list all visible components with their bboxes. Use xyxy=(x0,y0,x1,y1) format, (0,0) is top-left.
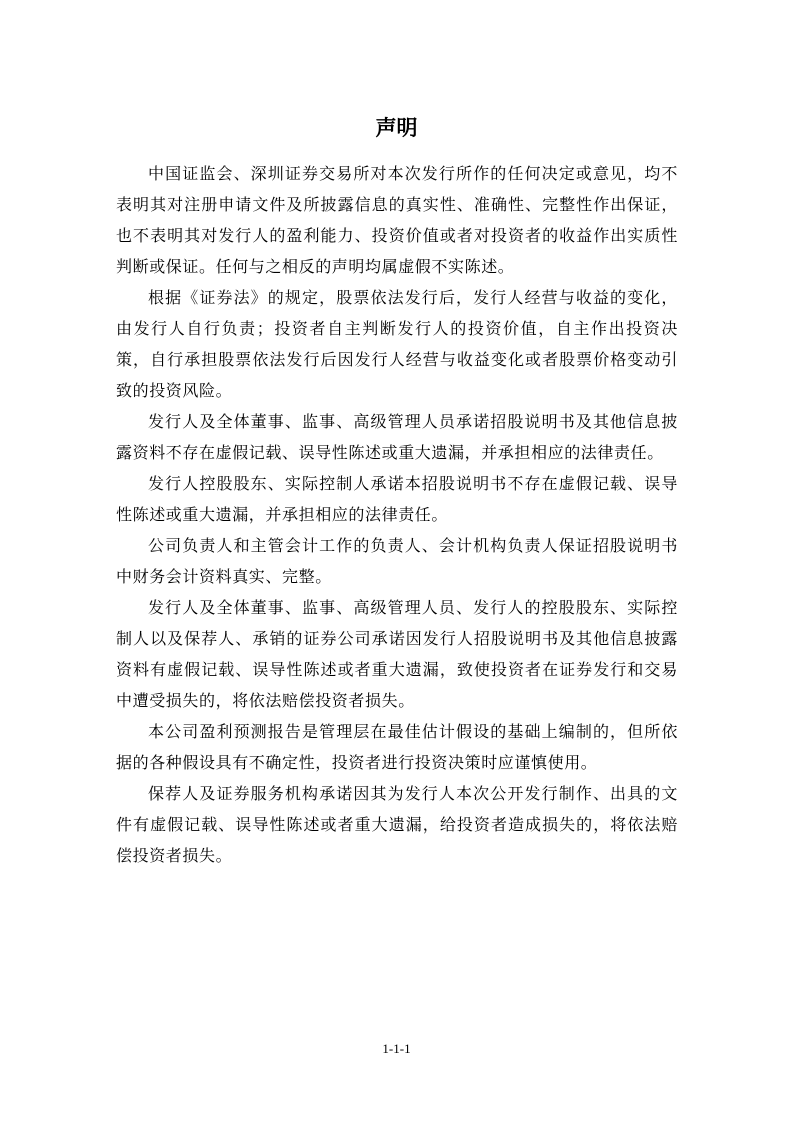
paragraph-regulator-disclaimer: 中国证监会、深圳证券交易所对本次发行所作的任何决定或意见，均不表明其对注册申请文件及所披露信息的真实性、准确性、完整性作出保证，也不表明其对发行人的盈利能力、投资价值或者对投资者的收益作出实质性判断或保证。任何与之相反的声明均属虚假不实陈述。 xyxy=(116,164,678,276)
paragraph-controller-commitment: 发行人控股股东、实际控制人承诺本招股说明书不存在虚假记载、误导性陈述或重大遗漏，并承担相应的法律责任。 xyxy=(116,474,678,524)
paragraph-sponsor-commitment: 保荐人及证券服务机构承诺因其为发行人本次公开发行制作、出具的文件有虚假记载、误导性陈述或者重大遗漏，给投资者造成损失的，将依法赔偿投资者损失。 xyxy=(116,784,678,865)
paragraph-profit-forecast: 本公司盈利预测报告是管理层在最佳估计假设的基础上编制的，但所依据的各种假设具有不确定性，投资者进行投资决策时应谨慎使用。 xyxy=(116,722,678,772)
page-number: 1-1-1 xyxy=(382,1041,411,1056)
paragraph-compensation-commitment: 发行人及全体董事、监事、高级管理人员、发行人的控股股东、实际控制人以及保荐人、承销的证券公司承诺因发行人招股说明书及其他信息披露资料有虚假记载、误导性陈述或者重大遗漏，致使投资者在证券发行和交易中遭受损失的，将依法赔偿投资者损失。 xyxy=(116,598,678,710)
paragraph-financial-assurance: 公司负责人和主管会计工作的负责人、会计机构负责人保证招股说明书中财务会计资料真实、完整。 xyxy=(116,536,678,586)
declaration-body xyxy=(116,158,678,871)
page-title: 声明 xyxy=(375,116,418,140)
paragraph-issuer-commitment: 发行人及全体董事、监事、高级管理人员承诺招股说明书及其他信息披露资料不存在虚假记载、误导性陈述或重大遗漏，并承担相应的法律责任。 xyxy=(116,412,678,462)
paragraph-securities-law: 根据《证券法》的规定，股票依法发行后，发行人经营与收益的变化，由发行人自行负责；投资者自主判断发行人的投资价值，自主作出投资决策，自行承担股票依法发行后因发行人经营与收益变化或者股票价格变动引致的投资风险。 xyxy=(116,288,678,400)
